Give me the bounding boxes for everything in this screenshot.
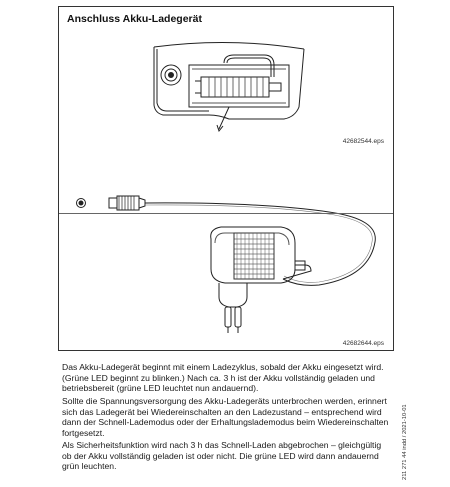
power-adapter-illustration — [211, 227, 311, 333]
dc-plug-illustration — [77, 196, 376, 285]
paragraph-power-interruption: Sollte die Spannungsversorgung des Akku-Ladegeräts unterbrochen werden, erinnert sich das Ladegerät bei Wiedereinschalten an den Ladezustand – entsprechend wird dann der Schnell-Lademodus oder der Erhaltungslademodus beim Wiedereinschalten fortgesetzt. — [62, 396, 389, 438]
figure-divider — [59, 213, 393, 214]
image-id-bottom: 42682644.eps — [342, 340, 384, 347]
side-document-code — [400, 400, 412, 480]
paragraph-charging-cycle: Das Akku-Ladegerät beginnt mit einem Ladezyklus, sobald der Akku eingesetzt wird. (Grüne LED beginnt zu blinken.) Nach ca. 3 h ist der Akku vollständig geladen und betriebsbereit (grüne LED leuchtet nun andauernd). — [62, 362, 384, 394]
paragraph-safety-function: Als Sicherheitsfunktion wird nach 3 h das Schnell-Laden abgebrochen – gleichgültig ob der Akku vollständig geladen ist oder nicht. Die grüne LED wird dann andauernd grün leuchten. — [62, 440, 382, 472]
side-code-text: 211 271 44 indd / 2021-10-01 — [402, 404, 408, 480]
image-id-top: 42682544.eps — [342, 138, 384, 145]
charger-illustration — [59, 7, 395, 352]
figure-title: Anschluss Akku-Ladegerät — [67, 13, 202, 25]
device-housing-illustration — [154, 42, 304, 131]
figure-frame — [58, 6, 394, 351]
